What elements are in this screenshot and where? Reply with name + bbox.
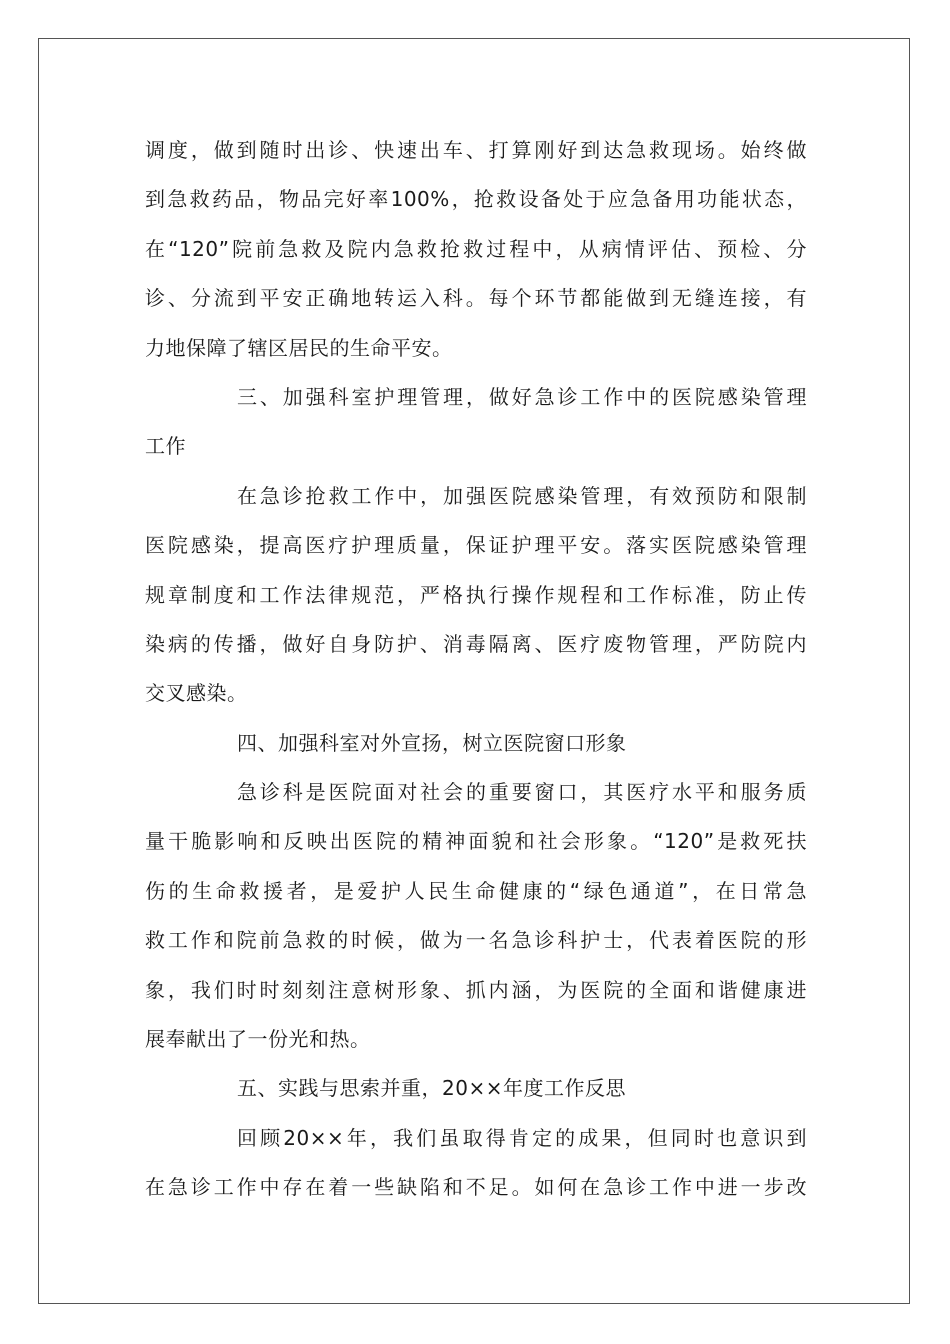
text-line: 染病的传播，做好自身防护、消毒隔离、医疗废物管理，严防院内: [145, 631, 807, 656]
text-line: 象，我们时时刻刻注意树形象、抓内涵，为医院的全面和谐健康进: [145, 977, 807, 1002]
text-line: 在“120”院前急救及院内急救抢救过程中，从病情评估、预检、分: [145, 236, 807, 261]
text-line: 规章制度和工作法律规范，严格执行操作规程和工作标准，防止传: [145, 582, 807, 607]
document-body: [145, 126, 807, 1213]
text-line: 急诊科是医院面对社会的重要窗口，其医疗水平和服务质: [237, 780, 807, 805]
text-line: 到急救药品，物品完好率100%，抢救设备处于应急备用功能状态，: [145, 187, 807, 212]
text-line: 量干脆影响和反映出医院的精神面貌和社会形象。“120”是救死扶: [145, 829, 807, 854]
text-line: 展奉献出了一份光和热。: [145, 1027, 371, 1052]
text-line: 在急诊抢救工作中，加强医院感染管理，有效预防和限制: [237, 483, 807, 508]
text-line: 力地保障了辖区居民的生命平安。: [145, 335, 453, 360]
text-line: 救工作和院前急救的时候，做为一名急诊科护士，代表着医院的形: [145, 928, 807, 953]
text-line: 在急诊工作中存在着一些缺陷和不足。如何在急诊工作中进一步改: [145, 1175, 807, 1200]
section-heading: 工作: [145, 434, 186, 459]
text-line: 交叉感染。: [145, 681, 248, 706]
section-heading: 三、加强科室护理管理，做好急诊工作中的医院感染管理: [237, 384, 807, 409]
text-line: 诊、分流到平安正确地转运入科。每个环节都能做到无缝连接，有: [145, 286, 807, 311]
text-line: 医院感染，提高医疗护理质量，保证护理平安。落实医院感染管理: [145, 533, 807, 558]
text-line: 回顾20××年，我们虽取得肯定的成果，但同时也意识到: [237, 1125, 807, 1150]
text-line: 伤的生命救援者，是爱护人民生命健康的“绿色通道”，在日常急: [145, 878, 807, 903]
section-heading: 四、加强科室对外宣扬，树立医院窗口形象: [237, 730, 627, 755]
section-heading: 五、实践与思索并重，20××年度工作反思: [237, 1076, 626, 1101]
text-line: 调度，做到随时出诊、快速出车、打算刚好到达急救现场。始终做: [145, 138, 807, 162]
